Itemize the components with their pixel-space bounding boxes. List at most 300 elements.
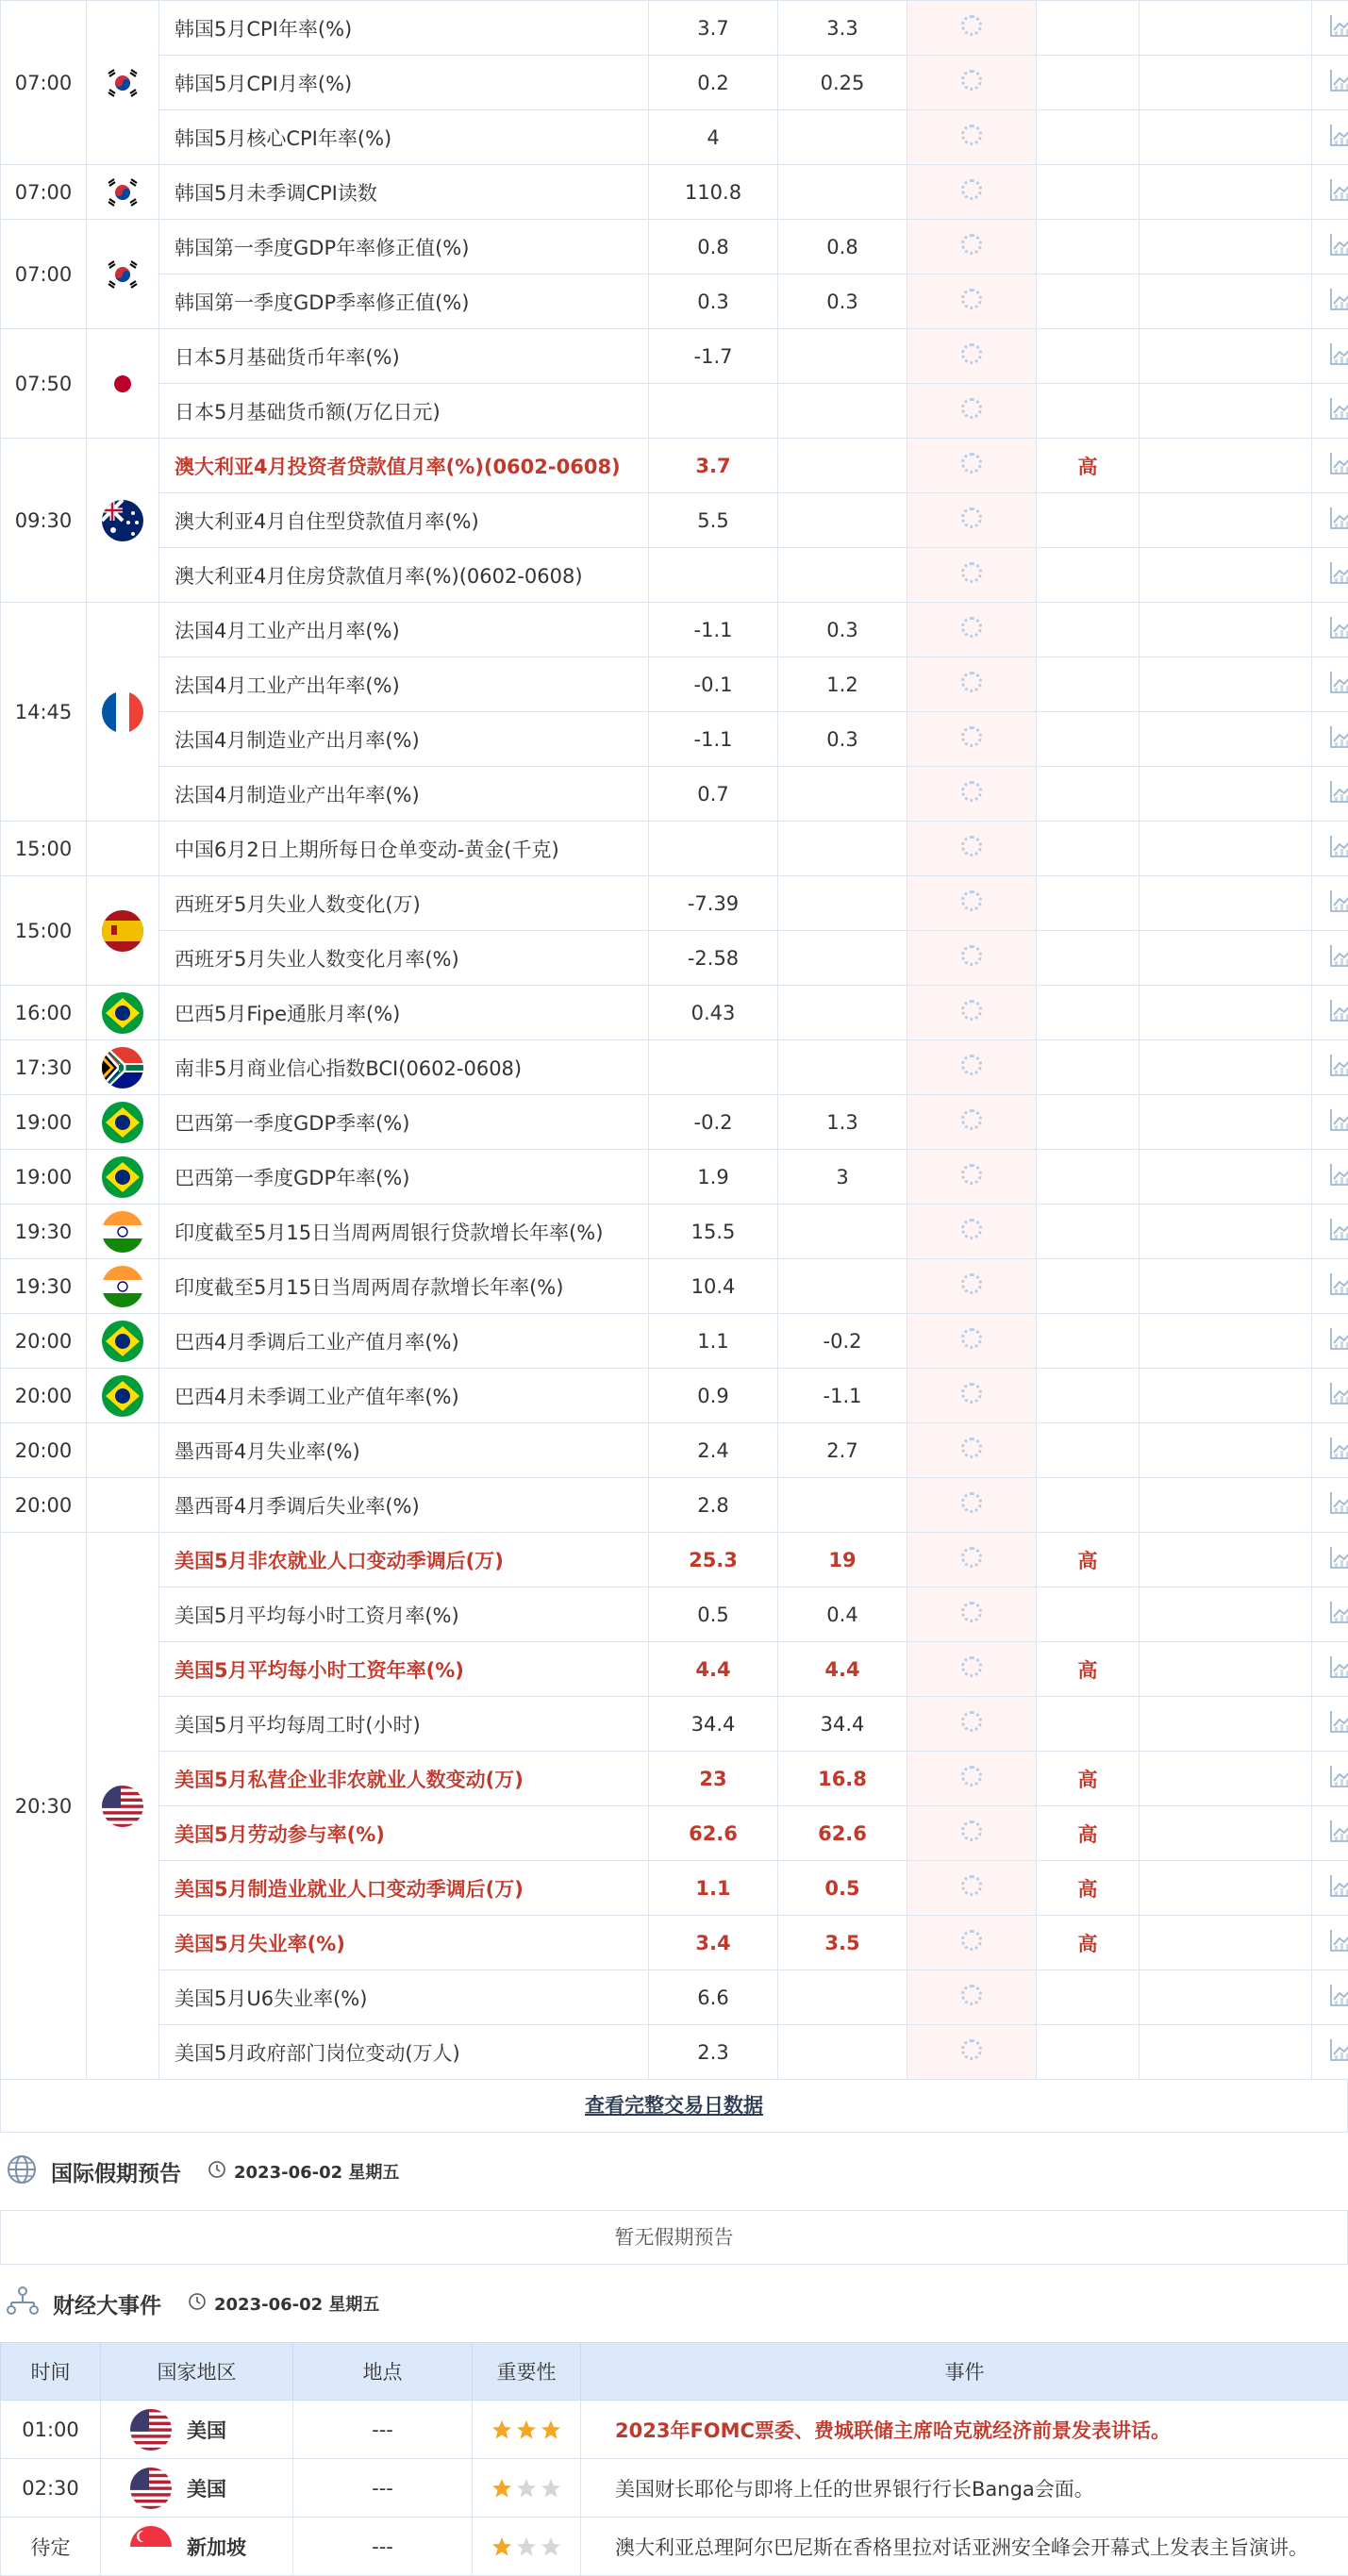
actual-value bbox=[907, 767, 1037, 822]
forecast-value: 3.5 bbox=[778, 1916, 907, 1970]
chart-cell[interactable] bbox=[1312, 1861, 1348, 1916]
extra-column bbox=[1140, 712, 1312, 767]
chart-cell[interactable] bbox=[1312, 1205, 1348, 1259]
chart-icon[interactable] bbox=[1329, 1928, 1348, 1957]
actual-value bbox=[907, 1861, 1037, 1916]
release-time: 20:00 bbox=[1, 1423, 87, 1478]
event-country bbox=[101, 2518, 293, 2576]
indicator-name[interactable]: 日本5月基础货币年率(%) bbox=[159, 329, 649, 384]
country-flag bbox=[87, 1478, 159, 1533]
chart-cell[interactable] bbox=[1312, 1806, 1348, 1861]
chart-cell[interactable] bbox=[1312, 1369, 1348, 1423]
chart-cell[interactable] bbox=[1312, 986, 1348, 1040]
chart-cell[interactable] bbox=[1312, 767, 1348, 822]
forecast-value: 0.3 bbox=[778, 274, 907, 329]
country-flag bbox=[87, 1259, 159, 1314]
chart-cell[interactable] bbox=[1312, 220, 1348, 274]
previous-value: -1.1 bbox=[649, 712, 778, 767]
release-time: 15:00 bbox=[1, 822, 87, 876]
chart-icon[interactable] bbox=[1329, 889, 1348, 918]
chart-cell[interactable] bbox=[1312, 1040, 1348, 1095]
forecast-value: -1.1 bbox=[778, 1369, 907, 1423]
indicator-name[interactable]: 澳大利亚4月住房贷款值月率(%)(0602-0608) bbox=[159, 548, 649, 603]
chart-cell[interactable] bbox=[1312, 2025, 1348, 2080]
release-time: 20:00 bbox=[1, 1369, 87, 1423]
indicator-name[interactable]: 西班牙5月失业人数变化(万) bbox=[159, 876, 649, 931]
forecast-value: 3.3 bbox=[778, 1, 907, 56]
actual-value bbox=[907, 548, 1037, 603]
event-place: --- bbox=[293, 2518, 473, 2576]
indicator-name[interactable]: 法国4月制造业产出年率(%) bbox=[159, 767, 649, 822]
country-flag bbox=[87, 603, 159, 822]
forecast-value bbox=[778, 493, 907, 548]
chart-icon[interactable] bbox=[1329, 68, 1348, 97]
actual-value bbox=[907, 1478, 1037, 1533]
country-name: 美国 bbox=[187, 2416, 226, 2444]
indicator-name[interactable]: 墨西哥4月失业率(%) bbox=[159, 1423, 649, 1478]
star-icon bbox=[539, 2418, 563, 2440]
loading-icon bbox=[961, 1711, 982, 1732]
event-time: 待定 bbox=[1, 2518, 101, 2576]
chart-icon[interactable] bbox=[1329, 834, 1348, 863]
chart-icon[interactable] bbox=[1329, 1545, 1348, 1574]
indicator-name[interactable]: 韩国5月CPI年率(%) bbox=[159, 1, 649, 56]
actual-value bbox=[907, 56, 1037, 110]
chart-icon[interactable] bbox=[1329, 998, 1348, 1027]
calendar-row bbox=[1, 1205, 1348, 1259]
previous-value: 3.4 bbox=[649, 1916, 778, 1970]
country-flag bbox=[87, 1095, 159, 1150]
actual-value bbox=[907, 1, 1037, 56]
chart-icon[interactable] bbox=[1329, 13, 1348, 42]
release-time: 16:00 bbox=[1, 986, 87, 1040]
chart-cell[interactable] bbox=[1312, 1642, 1348, 1697]
chart-icon[interactable] bbox=[1329, 1271, 1348, 1301]
events-section-header bbox=[0, 2265, 1348, 2342]
previous-value: 4 bbox=[649, 110, 778, 165]
chart-cell[interactable] bbox=[1312, 493, 1348, 548]
indicator-name[interactable]: 巴西5月Fipe通胀月率(%) bbox=[159, 986, 649, 1040]
chart-icon[interactable] bbox=[1329, 451, 1348, 480]
previous-value: 15.5 bbox=[649, 1205, 778, 1259]
event-place: --- bbox=[293, 2459, 473, 2518]
event-place: --- bbox=[293, 2401, 473, 2459]
chart-icon[interactable] bbox=[1329, 1381, 1348, 1410]
indicator-name[interactable]: 韩国5月核心CPI年率(%) bbox=[159, 110, 649, 165]
loading-icon bbox=[961, 1383, 982, 1404]
flag-icon-in bbox=[102, 1266, 143, 1307]
chart-cell[interactable] bbox=[1312, 1916, 1348, 1970]
previous-value: -0.1 bbox=[649, 657, 778, 712]
loading-icon bbox=[961, 2039, 982, 2060]
indicator-name[interactable]: 澳大利亚4月自住型贷款值月率(%) bbox=[159, 493, 649, 548]
importance-label bbox=[1037, 822, 1140, 876]
actual-value bbox=[907, 1205, 1037, 1259]
extra-column bbox=[1140, 1533, 1312, 1587]
country-flag bbox=[87, 220, 159, 329]
country-flag bbox=[87, 1040, 159, 1095]
indicator-name[interactable]: 韩国5月未季调CPI读数 bbox=[159, 165, 649, 220]
forecast-value: 2.7 bbox=[778, 1423, 907, 1478]
loading-icon bbox=[961, 125, 982, 145]
chart-cell[interactable] bbox=[1312, 1970, 1348, 2025]
extra-column bbox=[1140, 1314, 1312, 1369]
country-flag bbox=[87, 1423, 159, 1478]
events-date bbox=[188, 2291, 379, 2316]
release-time: 07:00 bbox=[1, 1, 87, 165]
events-section-title: 财经大事件 bbox=[53, 2288, 161, 2319]
extra-column bbox=[1140, 1, 1312, 56]
indicator-name[interactable]: 美国5月非农就业人口变动季调后(万) bbox=[159, 1533, 649, 1587]
actual-value bbox=[907, 1150, 1037, 1205]
calendar-row bbox=[1, 1040, 1348, 1095]
chart-icon[interactable] bbox=[1329, 1819, 1348, 1848]
indicator-name[interactable]: 美国5月U6失业率(%) bbox=[159, 1970, 649, 2025]
release-time: 19:30 bbox=[1, 1259, 87, 1314]
calendar-row bbox=[1, 1, 1348, 56]
chart-icon[interactable] bbox=[1329, 560, 1348, 590]
chart-cell[interactable] bbox=[1312, 1752, 1348, 1806]
flag-icon-es bbox=[102, 910, 143, 952]
loading-icon bbox=[961, 617, 982, 638]
previous-value bbox=[649, 822, 778, 876]
indicator-name[interactable]: 西班牙5月失业人数变化月率(%) bbox=[159, 931, 649, 986]
importance-label: 高 bbox=[1037, 1533, 1140, 1587]
loading-icon bbox=[961, 1820, 982, 1841]
chart-icon[interactable] bbox=[1329, 615, 1348, 644]
chart-cell[interactable] bbox=[1312, 1587, 1348, 1642]
chart-icon[interactable] bbox=[1329, 1053, 1348, 1082]
chart-icon[interactable] bbox=[1329, 1709, 1348, 1738]
chart-cell[interactable] bbox=[1312, 657, 1348, 712]
calendar-row bbox=[1, 1423, 1348, 1478]
calendar-row bbox=[1, 1970, 1348, 2025]
loading-icon bbox=[961, 1875, 982, 1896]
indicator-name[interactable]: 墨西哥4月季调后失业率(%) bbox=[159, 1478, 649, 1533]
chart-cell[interactable] bbox=[1312, 876, 1348, 931]
calendar-row bbox=[1, 1095, 1348, 1150]
indicator-name[interactable]: 韩国第一季度GDP年率修正值(%) bbox=[159, 220, 649, 274]
loading-icon bbox=[961, 781, 982, 802]
indicator-name[interactable]: 巴西4月季调后工业产值月率(%) bbox=[159, 1314, 649, 1369]
chart-icon[interactable] bbox=[1329, 1654, 1348, 1684]
indicator-name[interactable]: 法国4月工业产出月率(%) bbox=[159, 603, 649, 657]
flag-icon-br bbox=[102, 1321, 143, 1362]
chart-cell[interactable] bbox=[1312, 329, 1348, 384]
importance-label bbox=[1037, 1095, 1140, 1150]
indicator-name[interactable]: 南非5月商业信心指数BCI(0602-0608) bbox=[159, 1040, 649, 1095]
indicator-name[interactable]: 法国4月工业产出年率(%) bbox=[159, 657, 649, 712]
actual-value bbox=[907, 1587, 1037, 1642]
indicator-name[interactable]: 美国5月平均每小时工资月率(%) bbox=[159, 1587, 649, 1642]
chart-icon[interactable] bbox=[1329, 506, 1348, 535]
calendar-row bbox=[1, 110, 1348, 165]
indicator-name[interactable]: 韩国5月CPI月率(%) bbox=[159, 56, 649, 110]
extra-column bbox=[1140, 1697, 1312, 1752]
actual-value bbox=[907, 712, 1037, 767]
chart-cell[interactable] bbox=[1312, 1, 1348, 56]
country-flag bbox=[87, 165, 159, 220]
actual-value bbox=[907, 439, 1037, 493]
chart-icon[interactable] bbox=[1329, 1600, 1348, 1629]
importance-label bbox=[1037, 986, 1140, 1040]
chart-icon[interactable] bbox=[1329, 123, 1348, 152]
extra-column bbox=[1140, 1806, 1312, 1861]
country-name: 美国 bbox=[187, 2474, 226, 2502]
indicator-name[interactable]: 美国5月私营企业非农就业人数变动(万) bbox=[159, 1752, 649, 1806]
country-flag bbox=[87, 1314, 159, 1369]
importance-label bbox=[1037, 384, 1140, 439]
event-country bbox=[101, 2459, 293, 2518]
importance-label bbox=[1037, 1587, 1140, 1642]
forecast-value bbox=[778, 329, 907, 384]
chart-icon[interactable] bbox=[1329, 724, 1348, 754]
extra-column bbox=[1140, 657, 1312, 712]
indicator-name[interactable]: 日本5月基础货币额(万亿日元) bbox=[159, 384, 649, 439]
event-time: 01:00 bbox=[1, 2401, 101, 2459]
country-flag bbox=[87, 876, 159, 986]
chart-icon[interactable] bbox=[1329, 1490, 1348, 1520]
flag-icon-za bbox=[102, 1047, 143, 1089]
events-header-cell: 重要性 bbox=[473, 2343, 581, 2401]
loading-icon bbox=[961, 1273, 982, 1294]
release-time: 07:00 bbox=[1, 220, 87, 329]
event-description[interactable]: 澳大利亚总理阿尔巴尼斯在香格里拉对话亚洲安全峰会开幕式上发表主旨演讲。 bbox=[581, 2518, 1348, 2576]
forecast-value: 0.3 bbox=[778, 603, 907, 657]
star-icon bbox=[490, 2418, 514, 2440]
chart-icon[interactable] bbox=[1329, 341, 1348, 371]
holiday-section-header bbox=[0, 2133, 1348, 2210]
extra-column bbox=[1140, 165, 1312, 220]
indicator-name[interactable]: 印度截至5月15日当周两周存款增长年率(%) bbox=[159, 1259, 649, 1314]
calendar-row bbox=[1, 1697, 1348, 1752]
actual-value bbox=[907, 1314, 1037, 1369]
importance-label bbox=[1037, 876, 1140, 931]
calendar-row bbox=[1, 1916, 1348, 1970]
importance-label bbox=[1037, 603, 1140, 657]
view-full-data-link[interactable]: 查看完整交易日数据 bbox=[0, 2080, 1348, 2133]
importance-label: 高 bbox=[1037, 1806, 1140, 1861]
chart-cell[interactable] bbox=[1312, 1150, 1348, 1205]
chart-icon[interactable] bbox=[1329, 779, 1348, 808]
chart-cell[interactable] bbox=[1312, 56, 1348, 110]
previous-value: 0.9 bbox=[649, 1369, 778, 1423]
indicator-name[interactable]: 印度截至5月15日当周两周银行贷款增长年率(%) bbox=[159, 1205, 649, 1259]
calendar-row bbox=[1, 493, 1348, 548]
chart-icon[interactable] bbox=[1329, 2037, 1348, 2067]
importance-label bbox=[1037, 1, 1140, 56]
flag-icon-kr bbox=[102, 172, 143, 213]
event-description[interactable]: 2023年FOMC票委、费城联储主席哈克就经济前景发表讲话。 bbox=[581, 2401, 1348, 2459]
importance-stars bbox=[473, 2518, 581, 2576]
forecast-value: 0.4 bbox=[778, 1587, 907, 1642]
release-time: 19:00 bbox=[1, 1150, 87, 1205]
previous-value bbox=[649, 548, 778, 603]
calendar-row bbox=[1, 1587, 1348, 1642]
actual-value bbox=[907, 1916, 1037, 1970]
calendar-row bbox=[1, 822, 1348, 876]
extra-column bbox=[1140, 548, 1312, 603]
chart-icon[interactable] bbox=[1329, 943, 1348, 972]
calendar-row bbox=[1, 384, 1348, 439]
importance-label bbox=[1037, 1314, 1140, 1369]
previous-value: 1.1 bbox=[649, 1314, 778, 1369]
chart-icon[interactable] bbox=[1329, 670, 1348, 699]
extra-column bbox=[1140, 1150, 1312, 1205]
chart-cell[interactable] bbox=[1312, 931, 1348, 986]
country-flag bbox=[87, 822, 159, 876]
chart-cell[interactable] bbox=[1312, 1095, 1348, 1150]
chart-cell[interactable] bbox=[1312, 439, 1348, 493]
loading-icon bbox=[961, 1000, 982, 1021]
importance-label bbox=[1037, 931, 1140, 986]
calendar-row bbox=[1, 1259, 1348, 1314]
extra-column bbox=[1140, 1970, 1312, 2025]
indicator-name[interactable]: 美国5月失业率(%) bbox=[159, 1916, 649, 1970]
country-flag bbox=[87, 1150, 159, 1205]
previous-value: 0.8 bbox=[649, 220, 778, 274]
chart-cell[interactable] bbox=[1312, 110, 1348, 165]
chart-cell[interactable] bbox=[1312, 1533, 1348, 1587]
actual-value bbox=[907, 274, 1037, 329]
indicator-name[interactable]: 韩国第一季度GDP季率修正值(%) bbox=[159, 274, 649, 329]
extra-column bbox=[1140, 439, 1312, 493]
previous-value: 6.6 bbox=[649, 1970, 778, 2025]
event-time: 02:30 bbox=[1, 2459, 101, 2518]
actual-value bbox=[907, 657, 1037, 712]
importance-label bbox=[1037, 1423, 1140, 1478]
previous-value: 0.7 bbox=[649, 767, 778, 822]
extra-column bbox=[1140, 2025, 1312, 2080]
chart-cell[interactable] bbox=[1312, 274, 1348, 329]
indicator-name[interactable]: 美国5月平均每小时工资年率(%) bbox=[159, 1642, 649, 1697]
chart-cell[interactable] bbox=[1312, 1478, 1348, 1533]
indicator-name[interactable]: 中国6月2日上期所每日仓单变动-黄金(千克) bbox=[159, 822, 649, 876]
forecast-value: 1.3 bbox=[778, 1095, 907, 1150]
calendar-row bbox=[1, 876, 1348, 931]
previous-value: 34.4 bbox=[649, 1697, 778, 1752]
extra-column bbox=[1140, 329, 1312, 384]
indicator-name[interactable]: 美国5月平均每周工时(小时) bbox=[159, 1697, 649, 1752]
star-icon bbox=[514, 2534, 539, 2557]
chart-icon[interactable] bbox=[1329, 1217, 1348, 1246]
loading-icon bbox=[961, 453, 982, 474]
extra-column bbox=[1140, 822, 1312, 876]
extra-column bbox=[1140, 1478, 1312, 1533]
loading-icon bbox=[961, 398, 982, 419]
loading-icon bbox=[961, 1985, 982, 2005]
chart-icon[interactable] bbox=[1329, 287, 1348, 316]
indicator-name[interactable]: 美国5月劳动参与率(%) bbox=[159, 1806, 649, 1861]
loading-icon bbox=[961, 562, 982, 583]
extra-column bbox=[1140, 384, 1312, 439]
extra-column bbox=[1140, 1642, 1312, 1697]
chart-icon[interactable] bbox=[1329, 1162, 1348, 1191]
chart-icon[interactable] bbox=[1329, 1107, 1348, 1137]
forecast-value bbox=[778, 822, 907, 876]
chart-icon[interactable] bbox=[1329, 396, 1348, 425]
chart-cell[interactable] bbox=[1312, 165, 1348, 220]
chart-icon[interactable] bbox=[1329, 177, 1348, 207]
indicator-name[interactable]: 美国5月制造业就业人口变动季调后(万) bbox=[159, 1861, 649, 1916]
forecast-value: 0.8 bbox=[778, 220, 907, 274]
indicator-name[interactable]: 澳大利亚4月投资者贷款值月率(%)(0602-0608) bbox=[159, 439, 649, 493]
loading-icon bbox=[961, 1219, 982, 1239]
chart-cell[interactable] bbox=[1312, 384, 1348, 439]
chart-icon[interactable] bbox=[1329, 1873, 1348, 1903]
forecast-value bbox=[778, 1040, 907, 1095]
chart-cell[interactable] bbox=[1312, 1314, 1348, 1369]
previous-value: 5.5 bbox=[649, 493, 778, 548]
extra-column bbox=[1140, 931, 1312, 986]
loading-icon bbox=[961, 890, 982, 911]
chart-cell[interactable] bbox=[1312, 1259, 1348, 1314]
extra-column bbox=[1140, 986, 1312, 1040]
indicator-name[interactable]: 巴西第一季度GDP季率(%) bbox=[159, 1095, 649, 1150]
importance-label bbox=[1037, 329, 1140, 384]
chart-cell[interactable] bbox=[1312, 548, 1348, 603]
importance-label bbox=[1037, 1040, 1140, 1095]
star-icon bbox=[490, 2534, 514, 2557]
flag-icon-kr bbox=[102, 254, 143, 295]
forecast-value: 0.25 bbox=[778, 56, 907, 110]
indicator-name[interactable]: 巴西第一季度GDP年率(%) bbox=[159, 1150, 649, 1205]
previous-value: 3.7 bbox=[649, 1, 778, 56]
forecast-value bbox=[778, 1205, 907, 1259]
holiday-section-title: 国际假期预告 bbox=[51, 2156, 181, 2187]
chart-icon[interactable] bbox=[1329, 1436, 1348, 1465]
flag-icon-br bbox=[102, 992, 143, 1034]
importance-label bbox=[1037, 56, 1140, 110]
importance-label bbox=[1037, 1259, 1140, 1314]
chart-icon[interactable] bbox=[1329, 1983, 1348, 2012]
chart-icon[interactable] bbox=[1329, 1764, 1348, 1793]
actual-value bbox=[907, 1752, 1037, 1806]
forecast-value: 16.8 bbox=[778, 1752, 907, 1806]
chart-cell[interactable] bbox=[1312, 712, 1348, 767]
actual-value bbox=[907, 1259, 1037, 1314]
previous-value: -1.7 bbox=[649, 329, 778, 384]
calendar-row bbox=[1, 439, 1348, 493]
holiday-date bbox=[208, 2159, 399, 2184]
indicator-name[interactable]: 美国5月政府部门岗位变动(万人) bbox=[159, 2025, 649, 2080]
flag-icon-br bbox=[102, 1102, 143, 1143]
flag-icon-kr bbox=[102, 62, 143, 104]
indicator-name[interactable]: 巴西4月未季调工业产值年率(%) bbox=[159, 1369, 649, 1423]
importance-stars bbox=[473, 2459, 581, 2518]
event-description[interactable]: 美国财长耶伦与即将上任的世界银行行长Banga会面。 bbox=[581, 2459, 1348, 2518]
importance-label: 高 bbox=[1037, 439, 1140, 493]
loading-icon bbox=[961, 726, 982, 747]
extra-column bbox=[1140, 1369, 1312, 1423]
country-flag bbox=[87, 1205, 159, 1259]
extra-column bbox=[1140, 1587, 1312, 1642]
previous-value: 3.7 bbox=[649, 439, 778, 493]
release-time: 15:00 bbox=[1, 876, 87, 986]
chart-icon[interactable] bbox=[1329, 1326, 1348, 1355]
chart-icon[interactable] bbox=[1329, 232, 1348, 261]
calendar-row bbox=[1, 1314, 1348, 1369]
chart-cell[interactable] bbox=[1312, 822, 1348, 876]
indicator-name[interactable]: 法国4月制造业产出月率(%) bbox=[159, 712, 649, 767]
forecast-value: 0.5 bbox=[778, 1861, 907, 1916]
chart-cell[interactable] bbox=[1312, 1697, 1348, 1752]
chart-cell[interactable] bbox=[1312, 1423, 1348, 1478]
star-icon bbox=[514, 2476, 539, 2499]
actual-value bbox=[907, 876, 1037, 931]
loading-icon bbox=[961, 1328, 982, 1349]
chart-cell[interactable] bbox=[1312, 603, 1348, 657]
